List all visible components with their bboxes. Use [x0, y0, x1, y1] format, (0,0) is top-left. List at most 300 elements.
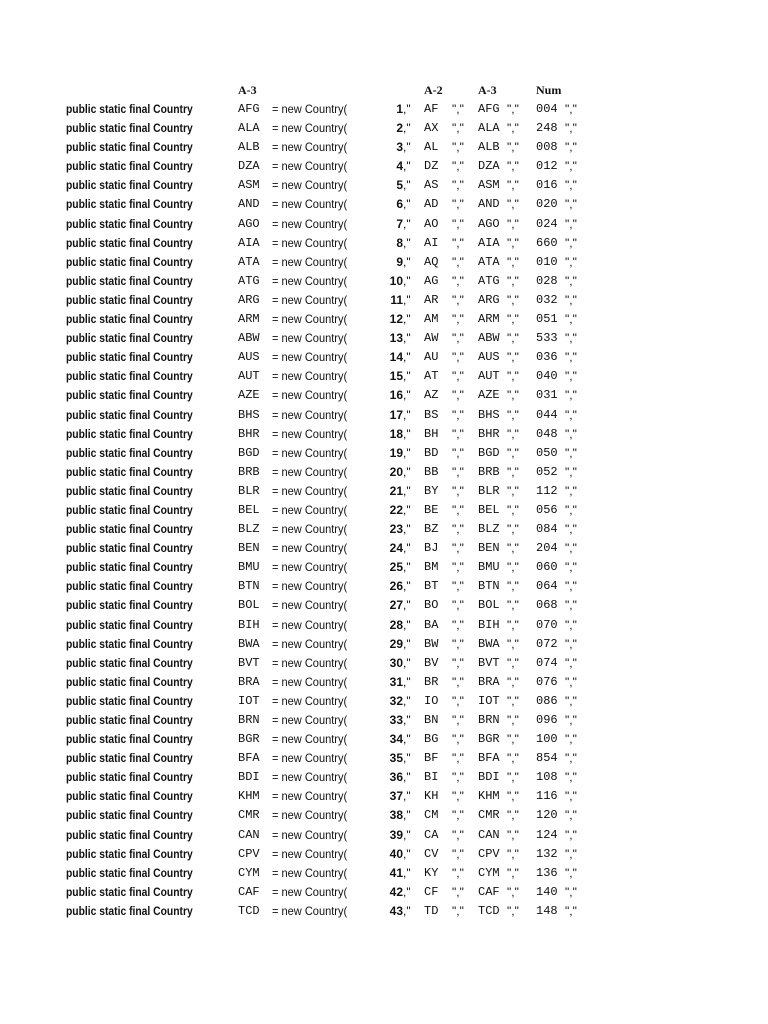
numeric-code-cell: 248	[536, 121, 558, 136]
numeric-code-cell: 060	[536, 560, 558, 575]
table-row	[0, 138, 768, 157]
index-cell: 35	[389, 751, 403, 766]
alpha3-repeat-cell: ARG	[478, 292, 500, 307]
alpha3-repeat-cell: AZE	[478, 388, 500, 403]
table-row	[0, 558, 768, 577]
separator-cell: ","	[452, 331, 464, 346]
alpha3-cell: BMU	[238, 560, 260, 575]
alpha2-cell: BY	[424, 483, 439, 498]
separator-cell: ","	[452, 483, 464, 498]
table-row	[0, 673, 768, 692]
index-cell: 17	[389, 407, 403, 422]
alpha3-repeat-cell: ASM	[478, 178, 500, 193]
separator-cell: ,"	[403, 102, 411, 116]
table-row	[0, 864, 768, 883]
alpha3-cell: BRN	[238, 713, 260, 727]
separator-cell: ,"	[403, 846, 411, 861]
table-row	[0, 654, 768, 673]
alpha3-cell: AFG	[238, 102, 260, 116]
separator-cell: ","	[452, 140, 464, 155]
alpha2-cell: BJ	[424, 541, 439, 556]
index-cell: 8	[396, 235, 403, 250]
alpha3-repeat-cell: AUS	[478, 350, 500, 365]
index-cell: 7	[396, 216, 403, 231]
index-cell: 15	[389, 369, 403, 384]
separator-cell: ","	[565, 522, 577, 537]
declaration-cell: public static final Country	[66, 464, 193, 479]
header-a2: A-2	[424, 83, 443, 97]
separator-cell: ","	[452, 216, 464, 231]
separator-cell: ","	[565, 674, 577, 689]
country-rows	[0, 100, 768, 921]
separator-cell: ","	[452, 617, 464, 632]
alpha3-repeat-cell: BEN	[478, 541, 500, 556]
declaration-cell: public static final Country	[66, 216, 193, 231]
separator-cell: ,"	[403, 369, 411, 384]
alpha2-cell: AM	[424, 312, 439, 327]
separator-cell: ","	[565, 235, 577, 250]
table-row	[0, 635, 768, 654]
declaration-cell: public static final Country	[66, 407, 193, 422]
table-row	[0, 539, 768, 558]
table-row	[0, 119, 768, 138]
index-cell: 29	[389, 636, 403, 651]
separator-cell: ,"	[403, 903, 411, 918]
separator-cell: ","	[452, 579, 464, 594]
constructor-cell: = new Country(	[272, 445, 348, 460]
numeric-code-cell: 120	[536, 808, 558, 823]
declaration-cell: public static final Country	[66, 502, 193, 517]
index-cell: 19	[389, 445, 403, 460]
alpha2-cell: BD	[424, 445, 439, 460]
alpha3-repeat-cell: BEL	[478, 502, 500, 517]
declaration-cell: public static final Country	[66, 445, 193, 460]
table-row	[0, 329, 768, 348]
separator-cell: ","	[452, 808, 464, 823]
alpha3-cell: IOT	[238, 693, 260, 708]
index-cell: 13	[389, 331, 403, 346]
table-row	[0, 692, 768, 711]
separator-cell: ,"	[403, 827, 411, 842]
separator-cell: ","	[507, 770, 519, 785]
declaration-cell: public static final Country	[66, 312, 193, 327]
alpha3-repeat-cell: BRN	[478, 713, 500, 727]
table-row	[0, 883, 768, 902]
separator-cell: ","	[507, 235, 519, 250]
declaration-cell: public static final Country	[66, 598, 193, 613]
alpha3-cell: BDI	[238, 770, 260, 785]
table-row	[0, 386, 768, 405]
separator-cell: ,"	[403, 254, 411, 269]
separator-cell: ","	[452, 541, 464, 556]
separator-cell: ","	[507, 751, 519, 766]
index-cell: 43	[389, 903, 403, 918]
alpha3-cell: BEL	[238, 502, 260, 517]
separator-cell: ","	[452, 159, 464, 174]
declaration-cell: public static final Country	[66, 522, 193, 537]
table-row	[0, 845, 768, 864]
separator-cell: ","	[452, 445, 464, 460]
alpha2-cell: BI	[424, 770, 439, 785]
numeric-code-cell: 072	[536, 636, 558, 651]
separator-cell: ","	[452, 827, 464, 842]
declaration-cell: public static final Country	[66, 617, 193, 632]
index-cell: 34	[389, 732, 403, 747]
alpha3-cell: BFA	[238, 751, 260, 766]
numeric-code-cell: 050	[536, 445, 558, 460]
declaration-cell: public static final Country	[66, 865, 193, 880]
separator-cell: ","	[565, 388, 577, 403]
alpha2-cell: BN	[424, 713, 439, 727]
separator-cell: ","	[507, 617, 519, 632]
declaration-cell: public static final Country	[66, 732, 193, 747]
alpha3-cell: BRB	[238, 464, 260, 479]
constructor-cell: = new Country(	[272, 369, 348, 384]
separator-cell: ","	[507, 140, 519, 155]
constructor-cell: = new Country(	[272, 197, 348, 212]
constructor-cell: = new Country(	[272, 483, 348, 498]
separator-cell: ,"	[403, 560, 411, 575]
constructor-cell: = new Country(	[272, 560, 348, 575]
constructor-cell: = new Country(	[272, 693, 348, 708]
separator-cell: ,"	[403, 292, 411, 307]
declaration-cell: public static final Country	[66, 713, 193, 727]
alpha3-repeat-cell: BHR	[478, 426, 500, 441]
separator-cell: ","	[565, 464, 577, 479]
separator-cell: ","	[507, 216, 519, 231]
constructor-cell: = new Country(	[272, 464, 348, 479]
index-cell: 20	[389, 464, 403, 479]
table-row	[0, 291, 768, 310]
alpha2-cell: CF	[424, 884, 439, 899]
separator-cell: ,"	[403, 617, 411, 632]
separator-cell: ","	[507, 369, 519, 384]
separator-cell: ","	[507, 789, 519, 804]
header-num: Num	[536, 83, 562, 97]
alpha3-cell: AZE	[238, 388, 260, 403]
table-row	[0, 902, 768, 921]
separator-cell: ","	[452, 846, 464, 861]
separator-cell: ,"	[403, 312, 411, 327]
index-cell: 40	[389, 846, 403, 861]
constructor-cell: = new Country(	[272, 732, 348, 747]
alpha3-repeat-cell: ALB	[478, 140, 500, 155]
declaration-cell: public static final Country	[66, 541, 193, 556]
separator-cell: ","	[507, 159, 519, 174]
alpha3-cell: BOL	[238, 598, 260, 613]
alpha3-cell: CPV	[238, 846, 260, 861]
alpha3-repeat-cell: ATA	[478, 254, 500, 269]
separator-cell: ","	[565, 178, 577, 193]
separator-cell: ,"	[403, 541, 411, 556]
table-row	[0, 806, 768, 825]
separator-cell: ","	[565, 102, 577, 116]
index-cell: 14	[389, 350, 403, 365]
separator-cell: ,"	[403, 502, 411, 517]
separator-cell: ,"	[403, 464, 411, 479]
alpha3-cell: BVT	[238, 655, 260, 670]
table-row	[0, 100, 768, 119]
separator-cell: ","	[565, 598, 577, 613]
alpha2-cell: AO	[424, 216, 439, 231]
alpha2-cell: BV	[424, 655, 439, 670]
index-cell: 5	[396, 178, 403, 193]
numeric-code-cell: 044	[536, 407, 558, 422]
alpha3-repeat-cell: BFA	[478, 751, 500, 766]
constructor-cell: = new Country(	[272, 636, 348, 651]
index-cell: 25	[389, 560, 403, 575]
index-cell: 30	[389, 655, 403, 670]
separator-cell: ,"	[403, 522, 411, 537]
separator-cell: ","	[452, 502, 464, 517]
separator-cell: ,"	[403, 121, 411, 136]
separator-cell: ","	[507, 426, 519, 441]
separator-cell: ","	[507, 865, 519, 880]
alpha2-cell: BF	[424, 751, 439, 766]
numeric-code-cell: 148	[536, 903, 558, 918]
declaration-cell: public static final Country	[66, 655, 193, 670]
alpha3-repeat-cell: BRA	[478, 674, 500, 689]
index-cell: 4	[396, 159, 403, 174]
separator-cell: ","	[565, 350, 577, 365]
numeric-code-cell: 032	[536, 292, 558, 307]
alpha3-repeat-cell: BDI	[478, 770, 500, 785]
alpha3-repeat-cell: CAF	[478, 884, 500, 899]
declaration-cell: public static final Country	[66, 292, 193, 307]
numeric-code-cell: 036	[536, 350, 558, 365]
separator-cell: ,"	[403, 159, 411, 174]
constructor-cell: = new Country(	[272, 388, 348, 403]
constructor-cell: = new Country(	[272, 884, 348, 899]
alpha3-cell: ATG	[238, 273, 260, 288]
constructor-cell: = new Country(	[272, 312, 348, 327]
separator-cell: ","	[507, 655, 519, 670]
separator-cell: ","	[452, 522, 464, 537]
separator-cell: ,"	[403, 808, 411, 823]
separator-cell: ","	[507, 636, 519, 651]
index-cell: 27	[389, 598, 403, 613]
table-row	[0, 272, 768, 291]
alpha3-repeat-cell: ALA	[478, 121, 500, 136]
constructor-cell: = new Country(	[272, 178, 348, 193]
constructor-cell: = new Country(	[272, 331, 348, 346]
constructor-cell: = new Country(	[272, 713, 348, 727]
separator-cell: ,"	[403, 407, 411, 422]
table-row	[0, 425, 768, 444]
separator-cell: ","	[507, 693, 519, 708]
separator-cell: ,"	[403, 693, 411, 708]
alpha3-repeat-cell: BMU	[478, 560, 500, 575]
separator-cell: ","	[452, 789, 464, 804]
separator-cell: ","	[507, 903, 519, 918]
declaration-cell: public static final Country	[66, 331, 193, 346]
alpha3-repeat-cell: BRB	[478, 464, 500, 479]
constructor-cell: = new Country(	[272, 121, 348, 136]
separator-cell: ","	[565, 655, 577, 670]
alpha3-cell: ALA	[238, 121, 260, 136]
table-row	[0, 749, 768, 768]
index-cell: 11	[390, 292, 403, 307]
separator-cell: ,"	[403, 273, 411, 288]
alpha3-repeat-cell: ABW	[478, 331, 500, 346]
table-row	[0, 157, 768, 176]
separator-cell: ,"	[403, 350, 411, 365]
alpha2-cell: BE	[424, 502, 439, 517]
numeric-code-cell: 008	[536, 140, 558, 155]
alpha2-cell: DZ	[424, 159, 439, 174]
table-row	[0, 520, 768, 539]
table-row	[0, 444, 768, 463]
alpha2-cell: BT	[424, 579, 439, 594]
constructor-cell: = new Country(	[272, 426, 348, 441]
numeric-code-cell: 100	[536, 732, 558, 747]
separator-cell: ","	[565, 713, 577, 727]
separator-cell: ","	[452, 254, 464, 269]
alpha3-repeat-cell: ATG	[478, 273, 500, 288]
table-row	[0, 234, 768, 253]
index-cell: 16	[389, 388, 403, 403]
separator-cell: ","	[507, 445, 519, 460]
index-cell: 39	[389, 827, 403, 842]
separator-cell: ","	[452, 884, 464, 899]
separator-cell: ,"	[403, 884, 411, 899]
alpha2-cell: KY	[424, 865, 439, 880]
separator-cell: ","	[507, 541, 519, 556]
separator-cell: ","	[452, 770, 464, 785]
numeric-code-cell: 136	[536, 865, 558, 880]
separator-cell: ,"	[403, 636, 411, 651]
alpha3-cell: KHM	[238, 789, 260, 804]
alpha3-repeat-cell: CMR	[478, 808, 500, 823]
separator-cell: ","	[565, 903, 577, 918]
alpha2-cell: CA	[424, 827, 439, 842]
declaration-cell: public static final Country	[66, 483, 193, 498]
separator-cell: ,"	[403, 674, 411, 689]
index-cell: 37	[389, 789, 403, 804]
separator-cell: ","	[507, 846, 519, 861]
table-row	[0, 253, 768, 272]
separator-cell: ","	[452, 598, 464, 613]
declaration-cell: public static final Country	[66, 884, 193, 899]
alpha3-cell: BIH	[238, 617, 260, 632]
declaration-cell: public static final Country	[66, 159, 193, 174]
table-row	[0, 787, 768, 806]
declaration-cell: public static final Country	[66, 846, 193, 861]
alpha3-cell: AUT	[238, 369, 260, 384]
separator-cell: ,"	[403, 426, 411, 441]
alpha3-repeat-cell: CYM	[478, 865, 500, 880]
index-cell: 41	[389, 865, 403, 880]
separator-cell: ","	[452, 369, 464, 384]
alpha2-cell: AL	[424, 140, 439, 155]
alpha3-cell: BEN	[238, 541, 260, 556]
constructor-cell: = new Country(	[272, 808, 348, 823]
alpha2-cell: BH	[424, 426, 439, 441]
constructor-cell: = new Country(	[272, 579, 348, 594]
separator-cell: ","	[452, 407, 464, 422]
numeric-code-cell: 074	[536, 655, 558, 670]
alpha3-cell: ARG	[238, 292, 260, 307]
table-row	[0, 176, 768, 195]
constructor-cell: = new Country(	[272, 674, 348, 689]
constructor-cell: = new Country(	[272, 502, 348, 517]
separator-cell: ,"	[403, 140, 411, 155]
separator-cell: ","	[565, 159, 577, 174]
alpha3-repeat-cell: BLZ	[478, 522, 500, 537]
constructor-cell: = new Country(	[272, 522, 348, 537]
separator-cell: ,"	[403, 770, 411, 785]
alpha3-repeat-cell: BHS	[478, 407, 500, 422]
separator-cell: ","	[507, 350, 519, 365]
alpha2-cell: BB	[424, 464, 439, 479]
alpha3-cell: CYM	[238, 865, 260, 880]
declaration-cell: public static final Country	[66, 140, 193, 155]
index-cell: 1	[396, 102, 403, 116]
numeric-code-cell: 024	[536, 216, 558, 231]
separator-cell: ","	[507, 560, 519, 575]
alpha2-cell: AQ	[424, 254, 439, 269]
separator-cell: ,"	[403, 655, 411, 670]
alpha3-cell: CMR	[238, 808, 260, 823]
separator-cell: ","	[452, 560, 464, 575]
numeric-code-cell: 533	[536, 331, 558, 346]
table-row	[0, 577, 768, 596]
separator-cell: ","	[452, 292, 464, 307]
index-cell: 42	[389, 884, 403, 899]
constructor-cell: = new Country(	[272, 598, 348, 613]
declaration-cell: public static final Country	[66, 789, 193, 804]
alpha2-cell: AF	[424, 102, 439, 116]
separator-cell: ","	[565, 617, 577, 632]
alpha3-cell: BHR	[238, 426, 260, 441]
separator-cell: ","	[452, 312, 464, 327]
separator-cell: ","	[507, 674, 519, 689]
alpha3-cell: CAN	[238, 827, 260, 842]
table-row	[0, 596, 768, 615]
separator-cell: ","	[565, 751, 577, 766]
separator-cell: ","	[452, 102, 464, 116]
declaration-cell: public static final Country	[66, 674, 193, 689]
alpha3-cell: BHS	[238, 407, 260, 422]
header-a3: A-3	[238, 83, 257, 97]
separator-cell: ","	[507, 254, 519, 269]
numeric-code-cell: 012	[536, 159, 558, 174]
declaration-cell: public static final Country	[66, 235, 193, 250]
alpha2-cell: BG	[424, 732, 439, 747]
declaration-cell: public static final Country	[66, 808, 193, 823]
alpha3-repeat-cell: BIH	[478, 617, 500, 632]
table-row	[0, 406, 768, 425]
index-cell: 12	[389, 312, 403, 327]
numeric-code-cell: 076	[536, 674, 558, 689]
separator-cell: ","	[565, 693, 577, 708]
alpha3-repeat-cell: BGD	[478, 445, 500, 460]
constructor-cell: = new Country(	[272, 273, 348, 288]
table-row	[0, 463, 768, 482]
alpha3-cell: ASM	[238, 178, 260, 193]
separator-cell: ","	[565, 579, 577, 594]
numeric-code-cell: 086	[536, 693, 558, 708]
separator-cell: ,"	[403, 197, 411, 212]
separator-cell: ","	[565, 273, 577, 288]
alpha2-cell: AR	[424, 292, 439, 307]
alpha2-cell: AW	[424, 331, 439, 346]
alpha3-cell: BRA	[238, 674, 260, 689]
declaration-cell: public static final Country	[66, 121, 193, 136]
column-header-row	[0, 81, 768, 99]
index-cell: 22	[389, 502, 403, 517]
alpha3-repeat-cell: AIA	[478, 235, 500, 250]
